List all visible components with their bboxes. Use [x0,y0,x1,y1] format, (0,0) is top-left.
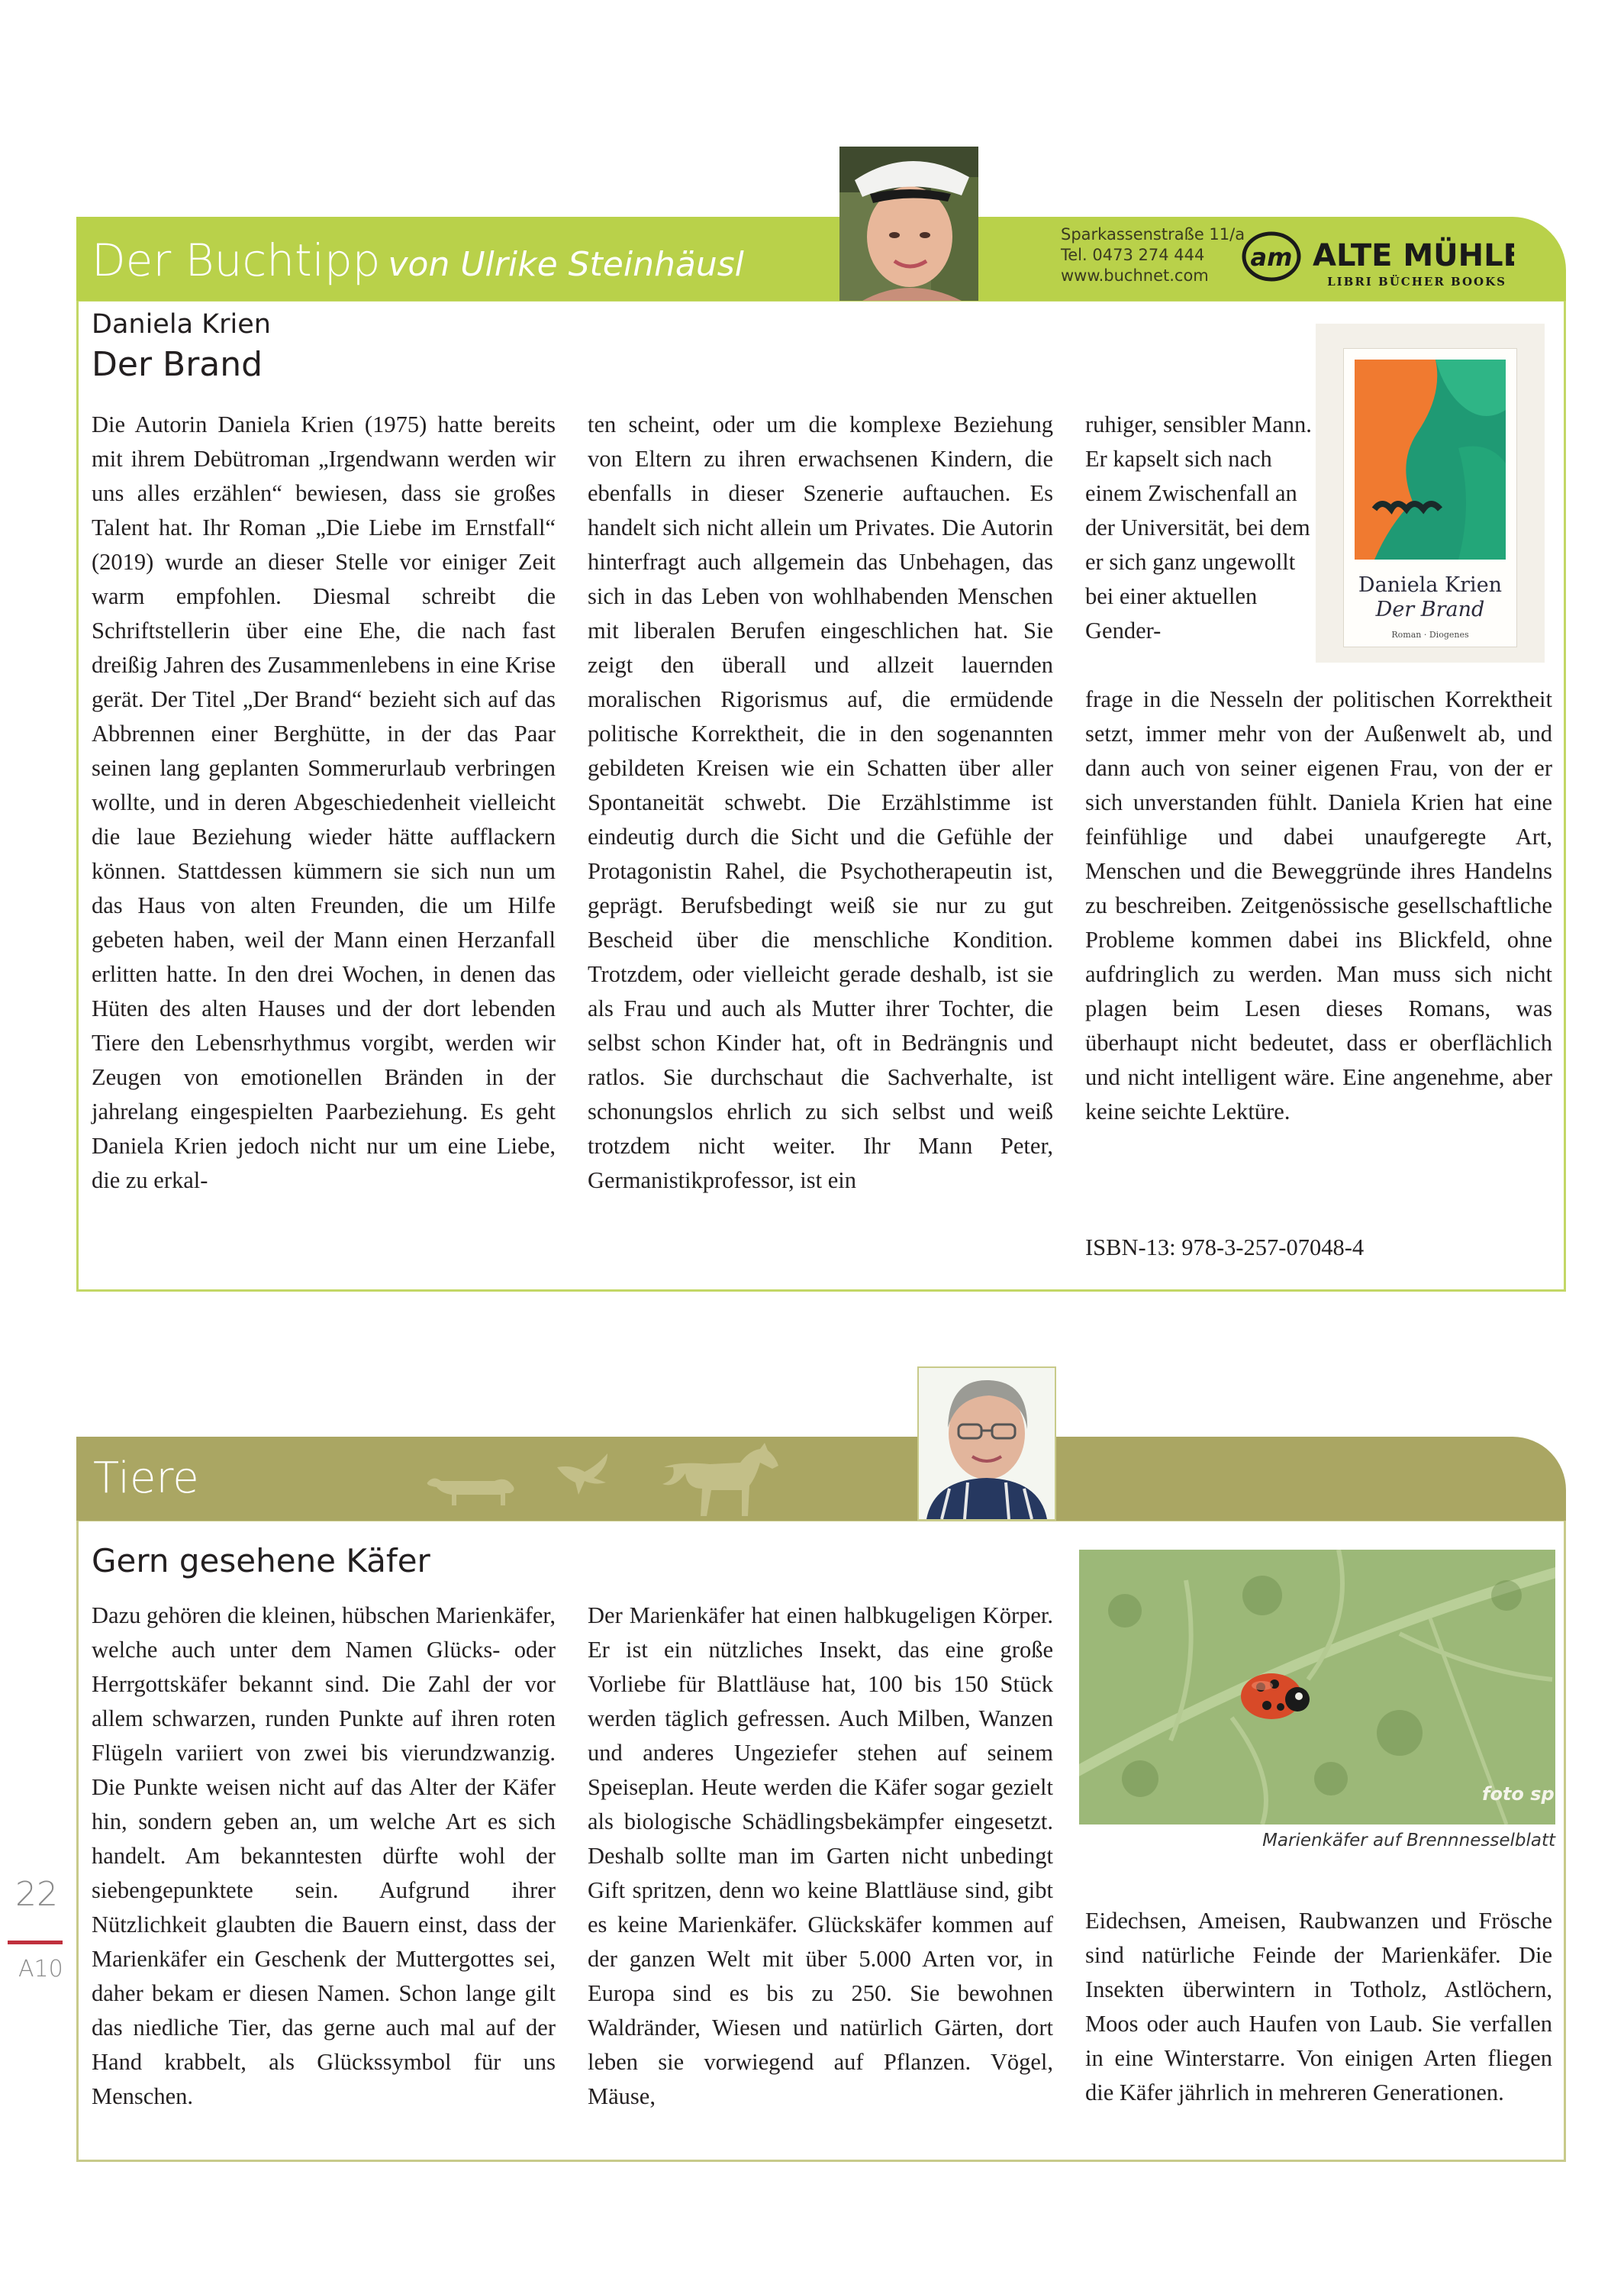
animal-silhouettes [412,1437,809,1521]
buchtipp-column-1: Die Autorin Daniela Krien (1975) hatte bereits mit ihrem Debütroman „Irgendwann werden wir uns alles erzählen“ bewiesen, dass sie großes Talent hat. Ihr Roman „Die Liebe im Ernstfall“ (2019) wurde an dieser Stelle vor einiger Zeit warm empfohlen. Diesmal schreibt die Schriftstellerin über eine Ehe, die nach fast dreißig Jahren des Zusammenlebens in eine Krise gerät. Der Titel „Der Brand“ bezieht sich auf das Abbrennen einer Berghütte, in der das Paar seinen lang geplanten Sommerurlaub verbringen wollte, und in deren Abgeschiedenheit vielleicht die laue Beziehung wieder hätte aufflackern können. Stattdessen kümmern sie sich nun um das Haus von alten Freunden, die um Hilfe gebeten haben, weil der Mann einen Herzanfall erlitten hatte. In den drei Wochen, in denen das Hüten des alten Hauses und der dort lebenden Tiere den Lebensrhythmus vorgibt, werden wir Zeugen von emotionellen Bränden in der jahrelang eingespielten Paarbeziehung. Es geht Daniela Krien jedoch nicht nur um eine Liebe, die zu erkal- [92,411,556,1193]
shop-address [1061,224,1245,286]
page-number-divider [8,1941,63,1944]
tiere-heading: Gern gesehene Käfer [92,1542,430,1579]
tiere-column-2: Der Marienkäfer hat einen halbkugeligen Körper. Er ist ein nützliches Insekt, das eine große Vorliebe für Blattläuse hat, 100 bis 150 Stück werden täglich gefressen. Auch Milben, Wanzen und anderes Ungeziefer stehen auf seinem Speiseplan. Heute werden die Käfer sogar gezielt als biologische Schädlingsbekämpfer eingesetzt. Deshalb sollte man im Garten nicht unbedingt Gift spritzen, denn wo keine Blattläuse sind, gibt es keine Marienkäfer. Glückskäfer kommen auf der ganzen Welt mit über 5.000 Arten vor, in Europa sind es bis zu 250. Sie bewohnen Waldränder, Wiesen und natürlich Gärten, dort leben sie vorwiegend auf Pflanzen. Vögel, Mäuse, [588,1602,1053,2109]
buchtipp-column-2: ten scheint, oder um die komplexe Beziehung von Eltern zu ihren erwachsenen Kindern, die ebenfalls in dieser Szenerie auftauchen. Es handelt sich nicht allein um Privates. Die Autorin hinterfragt auch allgemein das Unbehagen, das sich in das Leben von wohlhabenden Menschen mit liberalen Berufen eingeschlichen hat. Sie zeigt den überall und allzeit lauernden moralischen Rigorismus auf, die ermüdende politische Korrektheit, die in den sogenannten gebildeten Kreisen wie ein Schatten über aller Spontaneität schwebt. Die Erzählstimme ist eindeutig durch die Sicht und die Gefühle der Protagonistin Rahel, die Psychotherapeutin ist, geprägt. Berufsbedingt weiß sie nur zu gut Bescheid über die menschliche Kondition. Trotzdem, oder vielleicht gerade deshalb, ist sie als Frau und auch als Mutter ihrer Tochter, die selbst schon Kinder hat, oft in Bedrängnis und ratlos. Sie durchschaut die Sachverhalte, ist schonungslos ehrlich zu sich selbst und weiß trotzdem nicht weiter. Ihr Mann Peter, Germanistikprofessor, ist ein [588,411,1053,1193]
photo-caption: Marienkäfer auf Brennnesselblatt [1262,1831,1555,1850]
buchtipp-title-main: Der Buchtipp [92,234,381,286]
photo-credit: foto sp [1482,1783,1555,1805]
page-section-code: A10 [18,1956,63,1983]
logo-name: ALTE MÜHLE [1313,238,1514,273]
author-photo-ulrike [839,147,978,301]
cover-title: Der Brand [1375,598,1485,621]
logo-mark: am [1250,243,1293,272]
shop-phone: Tel. 0473 274 444 [1061,246,1205,264]
book-author: Daniela Krien [92,309,271,340]
buchtipp-column-3-bottom: frage in die Nesseln der politischen Korrektheit setzt, immer mehr von der Außenwelt ab, und dann auch von seiner eigenen Frau, von der er sich unverstanden fühlt. Daniela Krien hat eine feinfühlige und dabei unaufgeregte Art, Menschen und die Beweggründe ihres Handelns zu beschreiben. Zeitgenössische gesellschaftliche Probleme kommen dabei ins Blickfeld, ohne aufdringlich zu werden. Man muss sich nicht plagen beim Lesen dieses Romans, was überhaupt nicht bedeutet, dass er oberflächlich und nicht intelligent wäre. Eine angenehme, aber keine seichte Lektüre. [1085,686,1552,1124]
bird-icon [557,1453,607,1495]
alte-muehle-logo-icon [1239,226,1514,290]
logo-sub: LIBRI BÜCHER BOOKS [1327,275,1506,289]
book-cover-image [1343,348,1517,647]
tiere-column-1: Dazu gehören die kleinen, hübschen Marienkäfer, welche auch unter dem Namen Glücks- oder Herrgottskäfer bekannt sind. Die Zahl der vor allem schwarzen, runden Punkte auf ihren roten Flügeln variiert von zwei bis vierundzwanzig. Die Punkte weisen nicht auf das Alter der Käfer hin, sondern geben an, um welche Art es sich handelt. Am bekanntesten dürfte wohl der siebengepunktete sein. Aufgrund ihrer Nützlichkeit glaubten die Bauern einst, dass der Marienkäfer ein Geschenk der Muttergottes sei, daher bekam er diesen Namen. Schon lange gilt das niedliche Tier, das gerne auch mal auf der Hand krabbelt, als Glückssymbol für uns Menschen. [92,1602,556,2109]
buchtipp-byline: von Ulrike Steinhäusl [388,245,744,284]
cover-publisher: Roman · Diogenes [1391,630,1469,640]
book-title: Der Brand [92,345,263,384]
shop-street: Sparkassenstraße 11/a [1061,225,1245,244]
horse-icon [662,1443,778,1516]
dachshund-icon [427,1478,514,1505]
buchtipp-title [92,226,744,295]
tiere-title: Tiere [93,1453,199,1503]
page-number: 22 [15,1875,58,1914]
author-photo-tiere [917,1366,1056,1521]
tiere-header-bar [76,1437,1566,1521]
tiere-column-3: Eidechsen, Ameisen, Raubwanzen und Frösche sind natürliche Feinde der Marienkäfer. Die Insekten überwintern in Totholz, Astlöchern, Moos oder auch Haufen von Laub. Sie verfallen in eine Winterstarre. Von einigen Arten fliegen die Käfer jährlich in mehreren Generationen. [1085,1908,1552,2105]
isbn: ISBN-13: 978-3-257-07048-4 [1085,1234,1365,1260]
cover-author: Daniela Krien [1358,573,1503,597]
buchtipp-column-3-top: ruhiger, sensibler Mann. Er kapselt sich nach einem Zwischenfall an der Universität, bei dem er sich ganz ungewollt bei einer aktuellen Gender- [1085,411,1312,644]
shop-web: www.buchnet.com [1061,266,1209,285]
